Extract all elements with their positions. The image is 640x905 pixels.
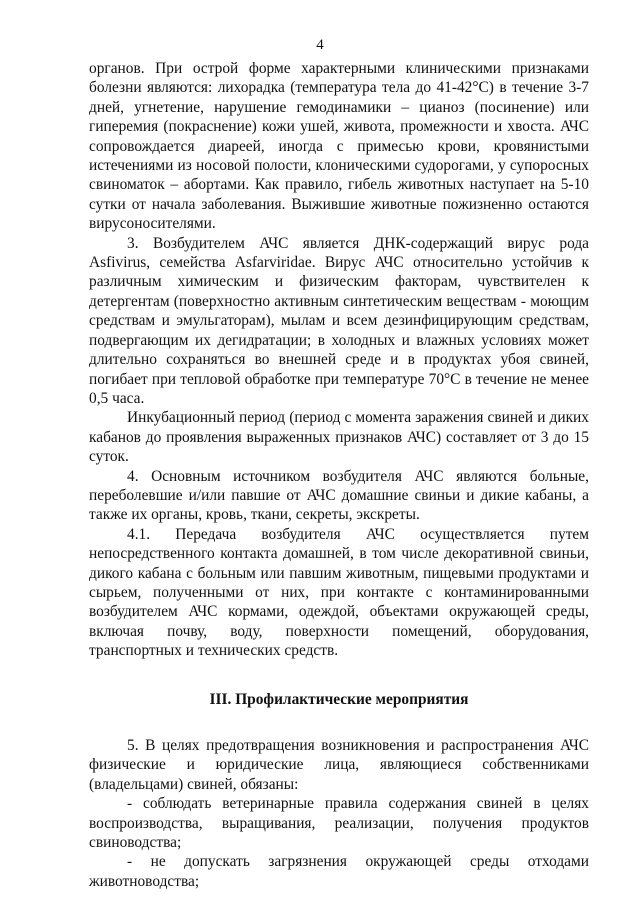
paragraph-transmission: 4.1. Передача возбудителя АЧС осуществляется путем непосредственного контакта домашней, в том числе декоративной свиньи, дикого кабана с больным или павшим животным, пищевыми продуктами и сырьем, полученными от них, при контакте с контаминированными возбудителем АЧС кормами, одеждой, объектами окружающей среды, включая почву, воду, поверхности помещений, оборудования, транспортных и технических средств.	[89, 525, 589, 660]
paragraph-obligations: 5. В целях предотвращения возникновения и распространения АЧС физические и юридические лица, являющиеся собственниками (владельцами) свиней, обязаны:	[89, 737, 589, 793]
section-title: III. Профилактические мероприятия	[209, 690, 469, 708]
paragraph-incubation: Инкубационный период (период с момента заражения свиней и диких кабанов до проявления выраженных признаков АЧС) составляет от 3 до 15 суток.	[89, 409, 589, 466]
paragraph-source: 4. Основным источником возбудителя АЧС являются больные, переболевшие и/или павшие от АЧС домашние свиньи и дикие кабаны, а также их органы, кровь, ткани, секреты, экскреты.	[89, 467, 589, 524]
document-body	[89, 59, 589, 891]
page-number: 4	[316, 37, 324, 53]
paragraph-pathogen: 3. Возбудителем АЧС является ДНК-содержащий вирус рода Asfivirus, семейства Asfarviridae. Вирус АЧС относительно устойчив к различным химическим и физическим факторам, чувствителен к детергентам (поверхностно активным синтетическим веществам - моющим средствам и эмульгаторам), мылам и всем дезинфицирующим средствам, подвергающим их дегидратации; в холодных и влажных условиях может длительно сохраняться во внешней среде и в продуктах убоя свиней, погибает при тепловой обработке при температуре 70°С в течение не менее 0,5 часа.	[89, 234, 589, 407]
paragraph-clinical-signs: органов. При острой форме характерными клиническими признаками болезни являются: лихорадка (температура тела до 41-42°С) в течение 3-7 дней, угнетение, нарушение гемодинамики – цианоз (посинение) или гиперемия (покраснение) кожи ушей, живота, промежности и хвоста. АЧС сопровождается диареей, иногда с примесью крови, кровянистыми истечениями из носовой полости, клоническими судорогами, у супоросных свиноматок – абортами. Как правило, гибель животных наступает на 5-10 сутки от начала заболевания. Выжившие животные пожизненно остаются вирусоносителями.	[89, 60, 589, 233]
list-item-rules: - соблюдать ветеринарные правила содержания свиней в целях воспроизводства, выращивания, реализации, получения продуктов свиноводства;	[89, 795, 589, 852]
list-item-pollution: - не допускать загрязнения окружающей среды отходами животноводства;	[89, 853, 589, 890]
